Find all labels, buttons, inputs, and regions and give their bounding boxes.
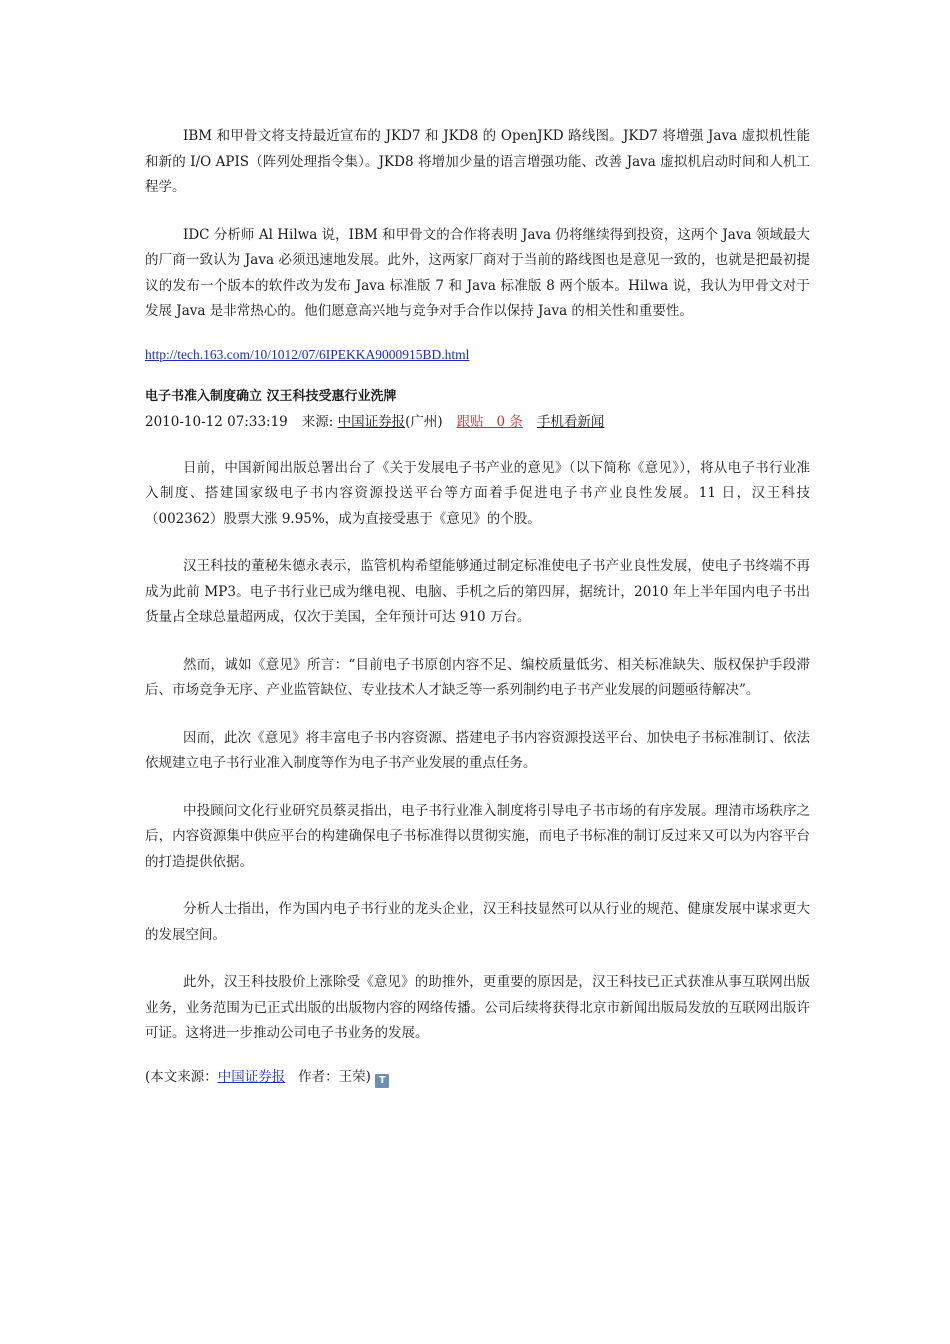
article-datetime: 2010-10-12 07:33:19 — [145, 413, 288, 430]
comments-link[interactable] — [457, 414, 523, 430]
paragraph: IBM 和甲骨文将支持最近宣布的 JKD7 和 JKD8 的 OpenJKD 路线图。JKD7 将增强 Java 虚拟机性能和新的 I/O APIS（阵列处理指令集）。JKD8 将增加少量的语言增强功能、改善 Java 虚拟机启动时间和人机工程学。 — [145, 128, 810, 195]
footer-prefix: (本文来源： — [145, 1068, 218, 1085]
source-location: (广州) — [405, 413, 443, 430]
mobile-news-link[interactable]: 手机看新闻 — [536, 413, 605, 430]
source-url-line — [145, 347, 810, 363]
footer-source-link[interactable]: 中国证券报 — [217, 1068, 286, 1085]
comments-label: 跟贴 — [456, 413, 484, 430]
paragraph: 日前，中国新闻出版总署出台了《关于发展电子书产业的意见》（以下简称《意见》），将从电子书行业准入制度、搭建国家级电子书内容资源投送平台等方面着手促进电子书产业良性发展。11 日，汉王科技（002362）股票大涨 9.95%，成为直接受惠于《意见》的个股。 — [145, 459, 810, 527]
paragraph: 然而，诚如《意见》所言：“目前电子书原创内容不足、编校质量低劣、相关标准缺失、版权保护手段滞后、市场竞争无序、产业监管缺位、专业技术人才缺乏等一系列制约电子书产业发展的问题亟待解决”。 — [145, 656, 810, 698]
article-headline: 电子书准入制度确立 汉王科技受惠行业洗牌 — [145, 388, 397, 404]
paragraph: 此外，汉王科技股价上涨除受《意见》的助推外，更重要的原因是，汉王科技已正式获准从事互联网出版业务，业务范围为已正式出版的出版物内容的网络传播。公司后续将获得北京市新闻出版局发放的互联网出版许可证。这将进一步推动公司电子书业务的发展。 — [145, 974, 810, 1041]
text-icon[interactable]: T — [375, 1074, 389, 1088]
article-content — [145, 124, 810, 1089]
comments-count: 0 条 — [496, 413, 523, 430]
paragraph: 中投顾问文化行业研究员蔡灵指出，电子书行业准入制度将引导电子书市场的有序发展。理清市场秩序之后，内容资源集中供应平台的构建确保电子书标准得以贯彻实施，而电子书标准的制订反过来又可以为内容平台的打造提供依据。 — [145, 802, 810, 870]
paragraph: 汉王科技的董秘朱德永表示，监管机构希望能够通过制定标准使电子书产业良性发展，使电子书终端不再成为此前 MP3。电子书行业已成为继电视、电脑、手机之后的第四屏，据统计，2010 年上半年国内电子书出货量占全球总量超两成，仅次于美国，全年预计可达 910 万台。 — [145, 558, 810, 625]
paragraph: 因而，此次《意见》将丰富电子书内容资源、搭建电子书内容资源投送平台、加快电子书标准制订、依法依规建立电子书行业准入制度等作为电子书产业发展的重点任务。 — [145, 729, 810, 771]
paragraph: 分析人士指出，作为国内电子书行业的龙头企业，汉王科技显然可以从行业的规范、健康发展中谋求更大的发展空间。 — [145, 901, 810, 943]
article-meta — [145, 410, 810, 434]
footer-author: 作者：王荣) — [298, 1068, 371, 1085]
source-url-link[interactable]: http://tech.163.com/10/1012/07/6IPEKKA9000915BD.html — [145, 346, 470, 362]
source-label: 来源: — [301, 413, 334, 430]
paragraph: IDC 分析师 Al Hilwa 说，IBM 和甲骨文的合作将表明 Java 仍将继续得到投资，这两个 Java 领域最大的厂商一致认为 Java 必须迅速地发展。此外，这两家厂商对于当前的路线图也是意见一致的，也就是把最初提议的发布一个版本的软件改为发布 Java 标准版 7 和 Java 标准版 8 两个版本。Hilwa 说，我认为甲骨文对于发展 Java 是非常热心的。他们愿意高兴地与竞争对手合作以保持 Java 的相关性和重要性。 — [145, 226, 810, 319]
article-footer-source — [145, 1065, 810, 1089]
source-name-link[interactable]: 中国证券报 — [337, 413, 406, 430]
